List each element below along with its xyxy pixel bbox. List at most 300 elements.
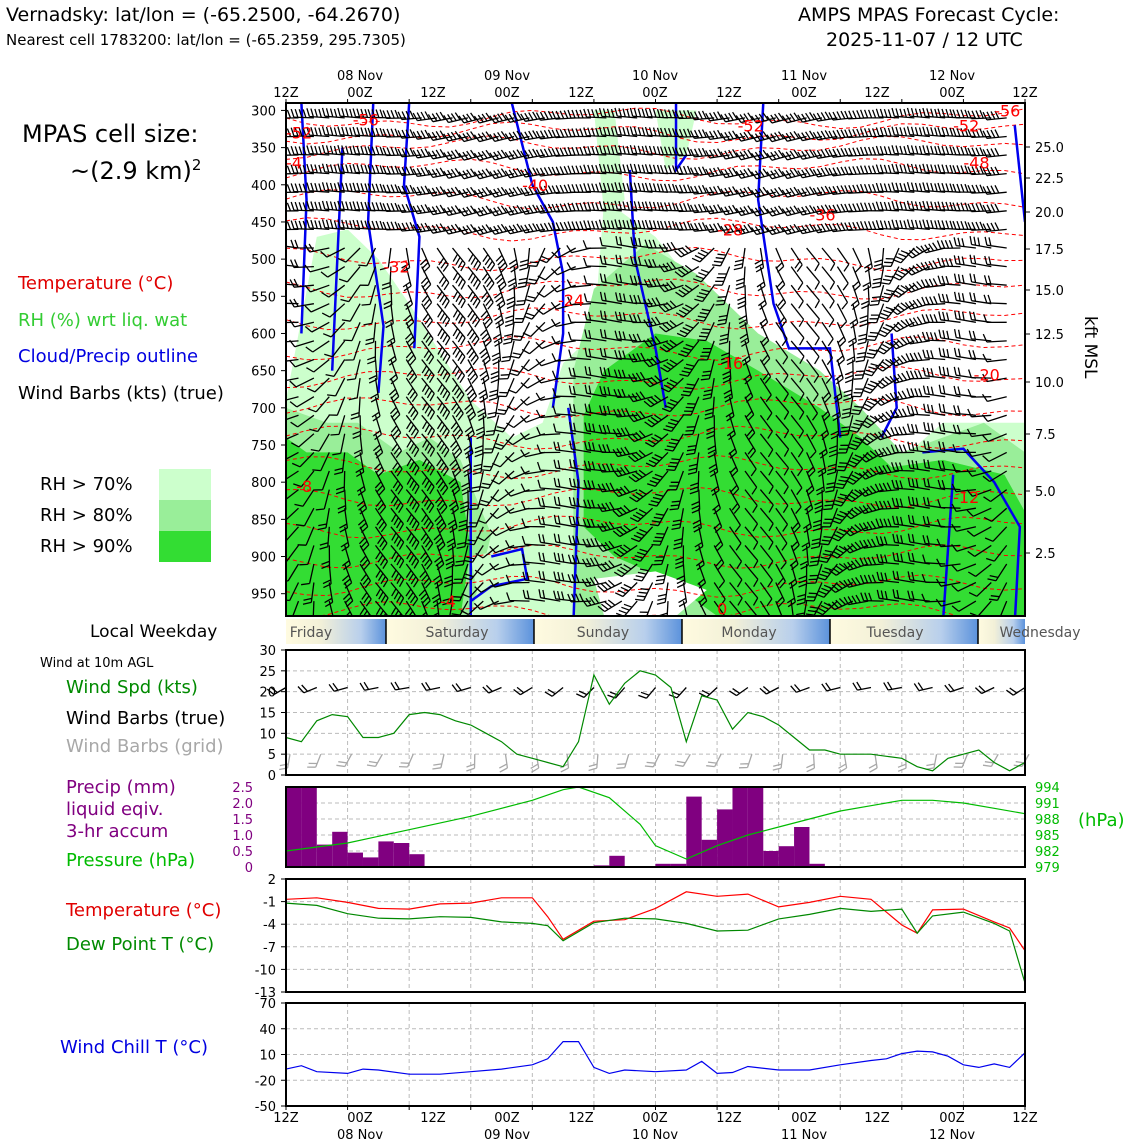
windspd-tick-label: 25	[259, 664, 276, 680]
wind-barb	[729, 688, 748, 696]
wind-barb	[923, 332, 946, 341]
wind-barb	[907, 371, 930, 379]
wind-barb	[767, 150, 791, 160]
pressure-tick-label: 985	[1035, 829, 1060, 844]
wind-barb	[262, 601, 283, 616]
precip-bar	[394, 843, 409, 867]
temp-tick-label: -13	[254, 986, 276, 1001]
wind-barb	[767, 113, 791, 123]
legend-windbarbs-grid: Wind Barbs (grid)	[66, 736, 224, 757]
legend-windchill: Wind Chill T (°C)	[60, 1037, 208, 1058]
wind-barb	[969, 331, 991, 341]
wind-barb	[490, 224, 514, 234]
bottom-date-label: 12 Nov	[928, 1128, 976, 1140]
kft-tick-label: 7.5	[1035, 428, 1056, 443]
precip-bar	[332, 832, 347, 867]
lower-panels	[232, 619, 1080, 1115]
wind-barb	[437, 304, 450, 327]
cell-size-value: ~(2.9 km)	[70, 157, 192, 185]
precip-tick-label: 1.0	[232, 829, 253, 844]
legend-rh70: RH > 70%	[40, 474, 133, 495]
station-title: Vernadsky: lat/lon = (-65.2500, -64.2670)	[6, 4, 401, 26]
wind-barb	[276, 295, 299, 304]
wind-barb	[807, 248, 820, 271]
temp-label: -4	[286, 153, 302, 173]
wind-barb	[519, 248, 529, 270]
wind-barb	[490, 169, 514, 179]
pressure-tick-label: 350	[251, 141, 276, 157]
precip-bar	[717, 809, 732, 867]
wind-barb	[906, 335, 930, 344]
wind-barb	[480, 322, 491, 346]
wind-barb	[260, 166, 284, 175]
rh70-swatch	[159, 469, 211, 500]
wind-barb	[589, 754, 598, 770]
wind-barb	[474, 113, 498, 123]
wind-barb	[508, 267, 517, 291]
wind-barb	[954, 386, 976, 397]
temp-label: -52	[286, 123, 313, 143]
wind-barb	[807, 304, 820, 327]
wind-barb	[773, 754, 783, 770]
cloud-outline-segment	[1015, 125, 1025, 222]
weekday-label: Monday	[721, 625, 777, 641]
precip-bar	[763, 851, 778, 867]
wind-barb	[490, 206, 514, 216]
wind-barb	[509, 248, 518, 272]
precip-tick-label: 0.5	[232, 845, 253, 860]
wind-barb	[822, 683, 841, 691]
top-hour-label: 12Z	[273, 86, 299, 101]
wind-barb	[923, 350, 945, 360]
pressure-tick-label: 800	[251, 476, 276, 492]
temp-label: -24	[557, 291, 585, 311]
top-hour-label: 00Z	[791, 86, 817, 101]
wind-barb	[498, 378, 514, 396]
bottom-hour-label: 00Z	[939, 1111, 965, 1126]
temp-label: -52	[953, 116, 980, 136]
pressure-tick-label: 900	[251, 550, 276, 566]
temp-label: -20	[973, 365, 1000, 385]
wind-barb	[468, 304, 480, 327]
temp-label: -48	[963, 153, 990, 173]
wind-barb	[468, 248, 481, 271]
wind-barb	[806, 754, 814, 772]
wind-barb	[452, 684, 471, 692]
weekday-label: Tuesday	[866, 625, 924, 641]
weekday-label: Friday	[289, 625, 333, 641]
wind-barb	[939, 330, 961, 341]
wind-barb	[360, 682, 378, 690]
top-hour-label: 00Z	[347, 86, 373, 101]
wind-barb	[970, 236, 991, 248]
wind-barb	[616, 754, 628, 768]
wind-barb	[926, 754, 937, 769]
pressure-tick-label: 650	[251, 364, 276, 380]
wind-barb	[260, 389, 283, 397]
wind-barb	[822, 322, 833, 346]
rh-region	[594, 110, 625, 214]
wind-barb	[939, 348, 960, 360]
weekday-label: Saturday	[425, 625, 489, 641]
wind-barb	[983, 334, 1006, 342]
wind-barb	[954, 405, 976, 415]
wind-barb	[985, 237, 1007, 248]
wind-barb	[807, 285, 820, 308]
wind-barb	[891, 427, 915, 436]
wind-barb	[567, 245, 591, 252]
precip-bar	[732, 787, 747, 867]
wind-barb	[884, 682, 902, 690]
kft-tick-label: 10.0	[1035, 376, 1064, 391]
bottom-date-label: 08 Nov	[336, 1128, 384, 1140]
precip-bar	[409, 854, 424, 867]
bottom-hour-label: 12Z	[273, 1111, 299, 1126]
chill-tick-label: -50	[254, 1100, 276, 1115]
wind-barb	[474, 206, 498, 216]
bottom-hour-label: 00Z	[642, 1111, 668, 1126]
wind-barb	[259, 429, 283, 437]
wind-barb	[496, 248, 507, 272]
bottom-hour-label: 12Z	[1012, 1111, 1038, 1126]
wind-barb	[807, 322, 820, 345]
legend-barbs: Wind Barbs (kts) (true)	[18, 383, 224, 404]
pressure-tick-label: 500	[251, 253, 276, 269]
temp-label: -52	[737, 116, 764, 136]
wind-barb	[782, 224, 806, 234]
kft-tick-label: 20.0	[1035, 206, 1064, 221]
wind-barb	[839, 754, 847, 772]
precip-bar	[748, 787, 763, 867]
wind-barb	[954, 255, 976, 266]
wind-barb	[835, 360, 843, 384]
top-date-label: 11 Nov	[780, 69, 828, 84]
top-date-label: 08 Nov	[336, 69, 384, 84]
wind-barb	[983, 185, 1007, 194]
wind-barb	[847, 341, 855, 365]
windspd-tick-label: 0	[267, 769, 276, 784]
precip-bar	[686, 797, 701, 867]
wind-barb	[906, 317, 930, 327]
wind-barb	[490, 187, 514, 197]
wind-barb	[969, 350, 991, 360]
wind-barb	[767, 206, 791, 216]
weekday-label: Wednesday	[999, 625, 1081, 641]
wind-barb	[608, 688, 625, 699]
wind-barb	[638, 688, 655, 699]
temp-tick-label: -4	[263, 918, 276, 934]
legend-temperature: Temperature (°C)	[18, 273, 174, 294]
wind-barb	[924, 386, 946, 397]
weekday-label: Local Weekday	[90, 622, 218, 642]
wind-barb	[954, 237, 976, 248]
temp-label: -16	[717, 354, 744, 374]
wind-barb	[874, 248, 884, 270]
pressure-tick-label: 950	[251, 587, 276, 603]
pressure-tick-label: 400	[251, 178, 276, 194]
wind-barb	[758, 285, 766, 309]
temp-label: -28	[717, 220, 744, 240]
pressure-tick-label: 979	[1035, 861, 1060, 876]
wind-barb	[262, 236, 283, 248]
temp-label: -56	[352, 110, 379, 130]
wind-barb	[782, 169, 806, 179]
windspd-tick-label: 15	[259, 706, 276, 722]
wind-barb	[645, 754, 660, 767]
chill-tick-label: -20	[254, 1074, 276, 1090]
kft-tick-label: 12.5	[1035, 328, 1064, 343]
wind-barb	[261, 350, 284, 359]
forecast-cycle: 2025-11-07 / 12 UTC	[826, 29, 1023, 51]
top-date-label: 10 Nov	[631, 69, 679, 84]
temp-label: 0	[717, 599, 728, 619]
wind-barb	[807, 267, 820, 290]
precip-bar	[378, 841, 393, 867]
wind-barb	[453, 248, 466, 271]
rh80-swatch	[159, 500, 211, 531]
temp-tick-label: -1	[263, 895, 276, 911]
temp-label: -40	[522, 175, 549, 195]
precip-tick-label: 2.0	[232, 797, 253, 812]
bottom-hour-label: 12Z	[864, 1111, 890, 1126]
wind-barb	[437, 267, 449, 290]
temp-tick-label: -7	[263, 940, 276, 956]
wind-barb	[939, 311, 961, 322]
pressure-tick-label: 750	[251, 439, 276, 454]
temp-label: -32	[383, 257, 410, 277]
legend-cloud: Cloud/Precip outline	[18, 346, 199, 367]
wind-barb	[706, 754, 721, 766]
nearest-cell: Nearest cell 1783200: lat/lon = (-65.2359, 295.7305)	[6, 31, 406, 49]
wind-barb	[853, 682, 871, 690]
wind-barb	[279, 754, 290, 769]
wind-barb	[432, 754, 444, 769]
pressure-unit: (hPa)	[1078, 810, 1125, 831]
top-hour-label: 12Z	[420, 86, 446, 101]
windspd-tick-label: 30	[259, 644, 276, 659]
wind-barb	[512, 322, 529, 340]
wind-barb	[307, 754, 321, 767]
wind-barb	[906, 353, 930, 362]
wind-barb	[782, 187, 806, 197]
wind-barb	[490, 113, 514, 123]
wind-barb	[767, 225, 791, 235]
wind-barb	[260, 129, 284, 138]
wind-barb	[560, 754, 568, 772]
chill-tick-label: 10	[259, 1048, 276, 1064]
legend-windspd: Wind Spd (kts)	[66, 677, 198, 698]
bottom-hour-label: 12Z	[420, 1111, 446, 1126]
wind-barb	[921, 278, 945, 287]
pressure-tick-label: 600	[251, 327, 276, 343]
precip-bar	[286, 787, 301, 867]
pressure-tick-label: 300	[251, 104, 276, 120]
temp-label: -4	[439, 592, 456, 612]
wind-barb	[399, 754, 413, 767]
temp-label: -36	[809, 205, 836, 225]
legend-precip-2: liquid eqiv.	[66, 799, 164, 820]
legend-rh: RH (%) wrt liq. wat	[18, 310, 188, 331]
wind-barb	[474, 169, 498, 179]
wind-barb	[983, 130, 1007, 139]
wind-barb	[922, 314, 945, 322]
kft-axis-label: kft MSL	[1080, 316, 1100, 379]
wind-barb	[908, 424, 930, 434]
kft-tick-label: 2.5	[1035, 547, 1056, 562]
precip-bar	[794, 827, 809, 867]
top-hour-label: 12Z	[568, 86, 594, 101]
wind-barb	[975, 686, 994, 694]
bottom-date-label: 10 Nov	[631, 1128, 679, 1140]
temp-label: -8	[296, 476, 313, 496]
bottom-date-label: 11 Nov	[780, 1128, 828, 1140]
legend-dewpoint: Dew Point T (°C)	[66, 934, 215, 955]
temp-label: -56	[994, 101, 1021, 121]
wind-barb	[453, 267, 466, 290]
precip-bar	[301, 787, 316, 867]
pressure-tick-label: 988	[1035, 813, 1060, 828]
top-date-label: 12 Nov	[928, 69, 976, 84]
rh90-swatch	[159, 531, 211, 562]
legend-precip-3: 3-hr accum	[66, 821, 169, 842]
wind-barb	[481, 304, 492, 328]
top-date-label: 09 Nov	[483, 69, 531, 84]
precip-bar	[609, 856, 624, 867]
pressure-tick-label: 550	[251, 290, 276, 306]
wind-barb	[675, 754, 690, 766]
wind-barb	[854, 360, 868, 380]
top-hour-label: 00Z	[939, 86, 965, 101]
wind-barb	[453, 285, 466, 308]
wind-barb	[474, 187, 498, 197]
chill-tick-label: 70	[259, 997, 276, 1012]
top-hour-label: 00Z	[642, 86, 668, 101]
wind-barb	[985, 256, 1007, 267]
top-hour-label: 12Z	[716, 86, 742, 101]
wind-barb	[714, 267, 730, 286]
bottom-hour-label: 00Z	[494, 1111, 520, 1126]
wind-barb	[739, 754, 752, 768]
kft-tick-label: 5.0	[1035, 485, 1056, 500]
wind-barb	[955, 292, 976, 304]
wind-barb	[837, 267, 848, 291]
wind-barb	[767, 169, 791, 179]
precip-bar	[317, 845, 332, 867]
wind-barb	[277, 237, 299, 248]
kft-tick-label: 15.0	[1035, 284, 1064, 299]
wind10m-title: Wind at 10m AGL	[40, 656, 154, 671]
wind-barb	[367, 754, 382, 766]
pressure-tick-label: 450	[251, 215, 276, 231]
wind-barb	[422, 682, 440, 690]
wind-barb	[468, 267, 481, 290]
precip-bar	[779, 846, 794, 867]
windspd-tick-label: 20	[259, 685, 276, 701]
wind-barb	[869, 754, 877, 772]
wind-barb	[822, 267, 835, 290]
pressure-tick-label: 994	[1035, 781, 1060, 796]
wind-barb	[260, 564, 283, 577]
weekday-label: Sunday	[576, 625, 630, 641]
wind-barb	[509, 360, 529, 376]
wind-barb	[791, 285, 803, 308]
temp-tick-label: 2	[267, 873, 276, 888]
wind-barb	[261, 312, 283, 323]
precip-bar	[363, 857, 378, 867]
kft-tick-label: 17.5	[1035, 243, 1064, 258]
wind-barb	[336, 754, 351, 766]
wind-barb	[968, 409, 992, 417]
forecast-title: AMPS MPAS Forecast Cycle:	[798, 4, 1060, 26]
wind-barb	[474, 150, 498, 160]
kft-tick-label: 25.0	[1035, 141, 1064, 156]
chill-tick-label: 40	[259, 1022, 276, 1038]
wind-barb	[985, 275, 1007, 285]
cell-size-exp: 2	[191, 156, 202, 174]
wind-barb	[480, 341, 491, 365]
temp-label: -12	[953, 488, 980, 508]
wind-barb	[954, 367, 976, 378]
wind-barb	[782, 113, 806, 123]
wind-barb	[420, 248, 429, 272]
wind-barb	[493, 322, 502, 346]
pressure-tick-label: 982	[1035, 845, 1060, 860]
wind-barb	[500, 360, 515, 380]
wind-barb	[922, 296, 945, 305]
wind-barb	[734, 248, 745, 270]
bottom-hour-label: 00Z	[347, 1111, 373, 1126]
top-hour-label: 00Z	[494, 86, 520, 101]
windspd-tick-label: 5	[267, 748, 276, 764]
wind-barb	[983, 354, 1007, 362]
precip-tick-label: 1.5	[232, 813, 253, 828]
wind-barb	[914, 683, 932, 691]
wind-barb	[822, 285, 834, 308]
wind-barb	[907, 388, 930, 396]
wind-barb	[872, 267, 884, 288]
wind-barb	[437, 285, 449, 308]
legend-precip-1: Precip (mm)	[66, 777, 176, 798]
wind-barb	[437, 322, 450, 345]
wind-barb	[837, 248, 848, 271]
wind-barb	[937, 240, 960, 248]
wind-barb	[391, 682, 409, 690]
wind-barb	[907, 406, 930, 415]
wind-barb	[782, 206, 806, 216]
top-hour-label: 12Z	[864, 86, 890, 101]
wind-barb	[329, 683, 348, 691]
precip-tick-label: 2.5	[232, 781, 253, 796]
kft-tick-label: 22.5	[1035, 172, 1064, 187]
wind-barb	[453, 322, 466, 345]
precip-bar	[348, 853, 363, 867]
wind-barb	[468, 285, 480, 308]
windspd-tick-label: 10	[259, 727, 276, 743]
bottom-hour-label: 12Z	[568, 1111, 594, 1126]
legend-pressure: Pressure (hPa)	[66, 850, 196, 871]
wind-barb	[983, 394, 1007, 401]
wind-barb	[791, 685, 810, 693]
legend-rh80: RH > 80%	[40, 505, 133, 526]
wind-barb	[848, 322, 856, 346]
wind-barb	[939, 294, 961, 304]
wind-barb	[736, 267, 745, 290]
wind-barb	[983, 204, 1007, 213]
precip-tick-label: 0	[244, 861, 253, 876]
pressure-tick-label: 700	[251, 401, 276, 417]
wind-barb	[970, 292, 992, 303]
wind-barb	[983, 223, 1007, 232]
